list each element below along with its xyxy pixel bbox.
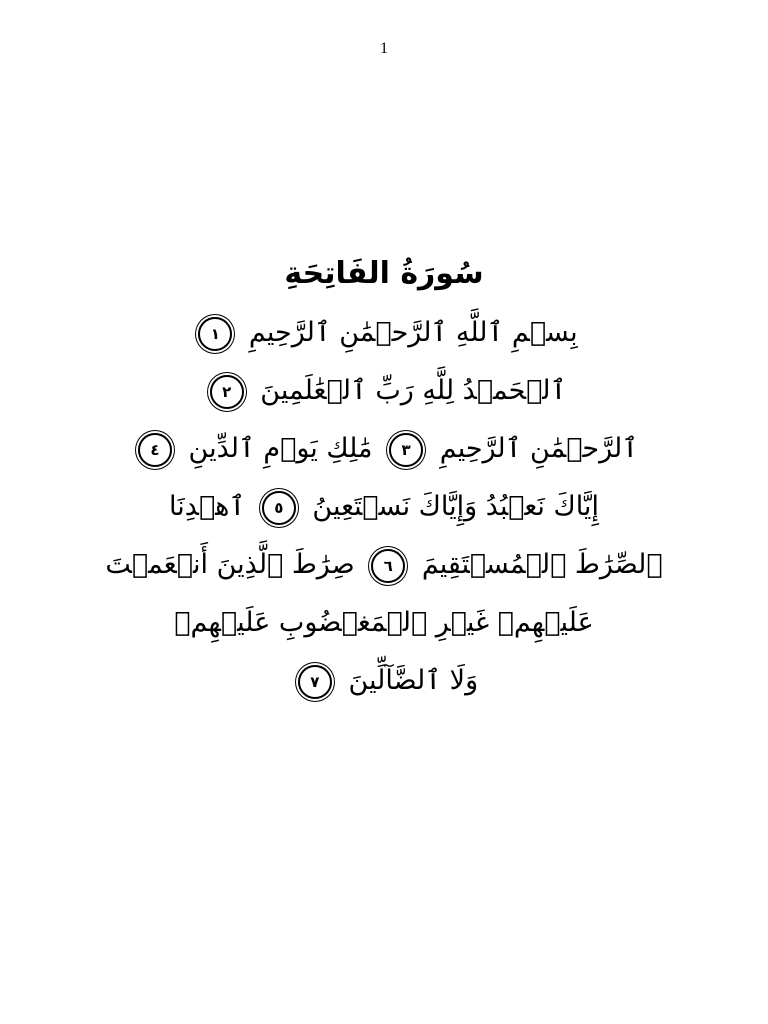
verse-text: إِيَّاكَ نَعۡبُدُ وَإِيَّاكَ نَسۡتَعِينُ [312,491,599,522]
verse-line-6 [0,594,768,652]
ayah-marker-5: ٥ [262,491,296,525]
verse-text: ٱهۡدِنَا [169,491,246,522]
verse-line-7 [0,652,768,710]
verse-text: بِسۡمِ ٱللَّهِ ٱلرَّحۡمَٰنِ ٱلرَّحِيمِ [248,317,578,348]
ayah-marker-1: ١ [198,317,232,351]
verse-text: ٱلۡحَمۡدُ لِلَّهِ رَبِّ ٱلۡعَٰلَمِينَ [260,375,567,406]
verse-line-2 [0,362,768,420]
ayah-marker-3: ٣ [389,433,423,467]
ayah-marker-4: ٤ [138,433,172,467]
verse-text: وَلَا ٱلضَّآلِّينَ [348,665,479,696]
verse-text: ٱلرَّحۡمَٰنِ ٱلرَّحِيمِ [439,433,639,464]
verse-text: عَلَيۡهِمۡ غَيۡرِ ٱلۡمَغۡضُوبِ عَلَيۡهِمۡ [174,607,594,638]
verse-text: مَٰلِكِ يَوۡمِ ٱلدِّينِ [188,433,373,464]
verse-line-3 [0,420,768,478]
verse-line-5 [0,536,768,594]
ayah-marker-2: ٢ [210,375,244,409]
page-number: 1 [380,40,388,57]
verse-line-4 [0,478,768,536]
surah-al-fatiha [0,248,768,710]
ayah-marker-6: ٦ [371,549,405,583]
ayah-marker-7: ٧ [298,665,332,699]
surah-title: سُورَةُ الفَاتِحَةِ [284,256,484,291]
verse-text: صِرَٰطَ ٱلَّذِينَ أَنۡعَمۡتَ [105,549,355,580]
verse-line-1 [0,304,768,362]
verse-text: ٱلصِّرَٰطَ ٱلۡمُسۡتَقِيمَ [421,549,663,580]
